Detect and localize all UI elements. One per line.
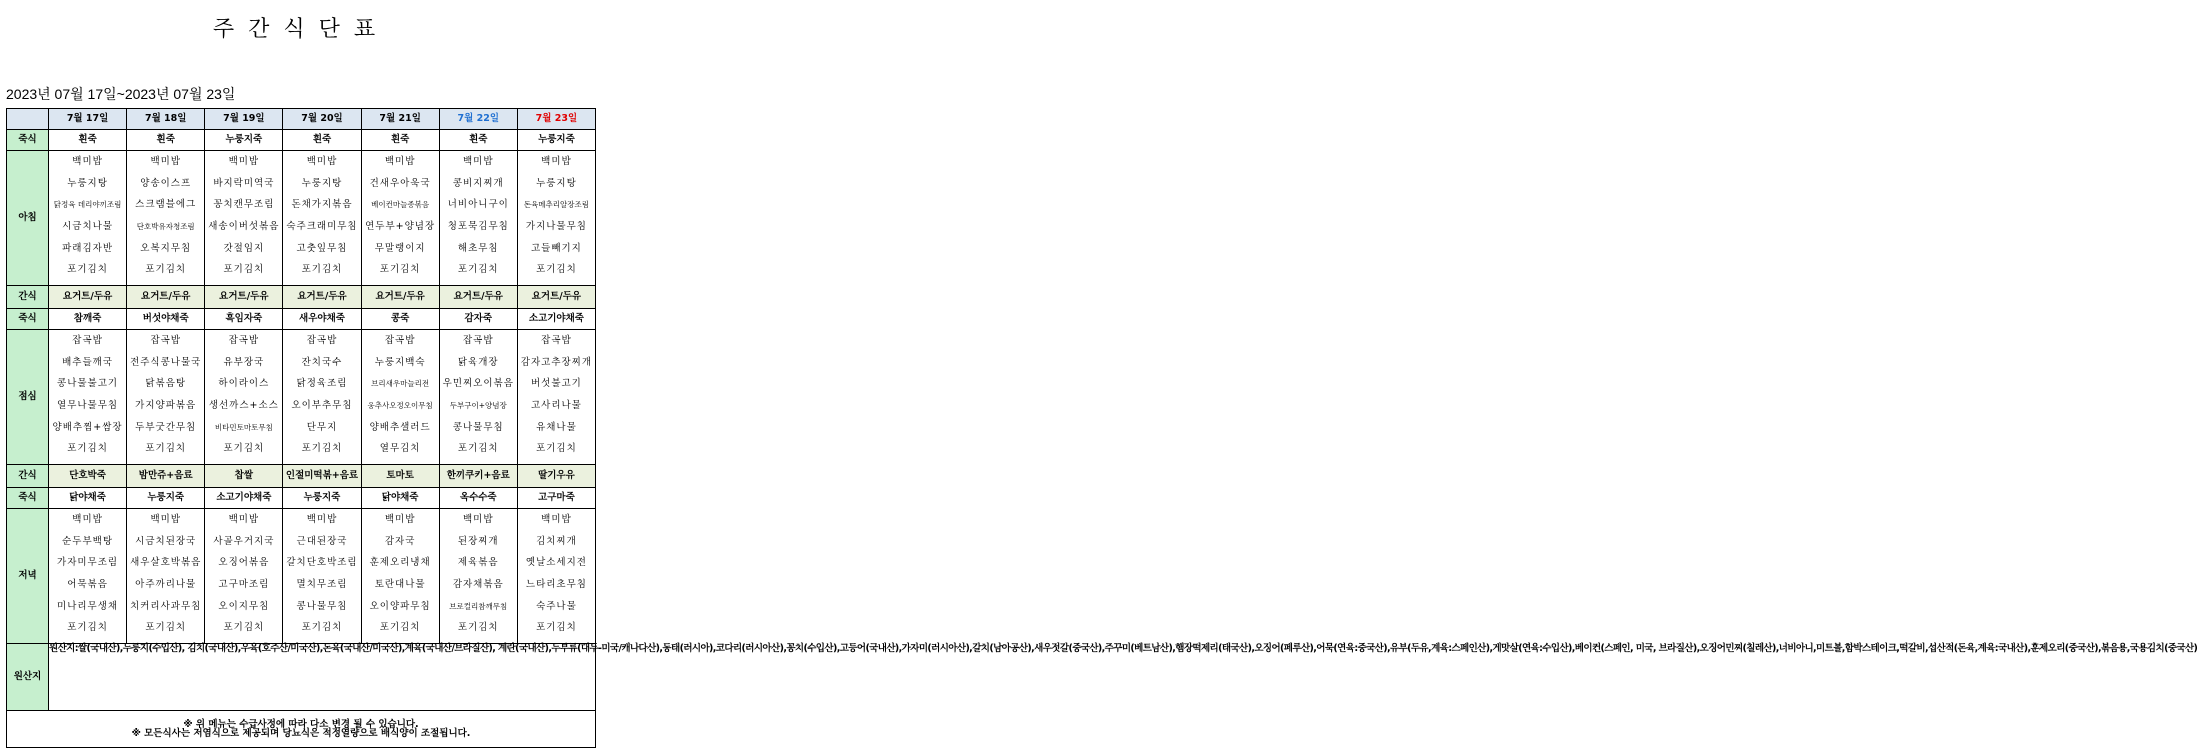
menu-item: 포기김치 — [457, 443, 499, 455]
menu-item: 포기김치 — [145, 443, 187, 455]
menu-item: 가지나물무침 — [525, 221, 587, 233]
juk-cell: 흰죽 — [127, 130, 205, 151]
menu-item: 너비아니구이 — [447, 199, 509, 211]
menu-item: 시금치나물 — [62, 221, 114, 233]
menu-item: 브리새우마늘리전 — [371, 379, 430, 389]
day-header-row — [7, 109, 596, 130]
menu-item: 닭볶음탕 — [145, 378, 187, 390]
menu-item: 오징어볶음 — [218, 557, 270, 569]
breakfast-cell — [205, 151, 283, 286]
menu-item: 두부굿간무침 — [135, 421, 197, 433]
row-label: 죽식 — [7, 130, 49, 151]
menu-item: 백미밥 — [72, 514, 103, 525]
menu-item: 새송이버섯볶음 — [208, 221, 280, 233]
menu-item: 브로컬리참깨무침 — [449, 601, 508, 611]
page-title: 주간식단표 — [212, 17, 390, 42]
day-header-sunday: 7월 23일 — [517, 109, 595, 130]
row-label: 죽식 — [7, 488, 49, 509]
menu-item: 돈육메추리알장조림 — [523, 200, 590, 210]
menu-item: 양배추찜+쌈장 — [52, 421, 123, 433]
menu-item: 순두부백탕 — [62, 535, 114, 547]
row-label: 죽식 — [7, 309, 49, 330]
juk-cell: 닭야채죽 — [49, 488, 127, 509]
menu-item: 포기김치 — [536, 443, 577, 455]
menu-item: 포기김치 — [145, 622, 187, 634]
menu-item: 잡곡밥 — [463, 335, 494, 346]
menu-item: 백미밥 — [228, 156, 260, 167]
menu-item: 전주식콩나물국 — [130, 356, 202, 368]
menu-item: 백미밥 — [541, 156, 572, 167]
menu-item: 유부장국 — [223, 356, 265, 368]
menu-item: 단호박유자청조림 — [136, 222, 195, 232]
menu-item: 포기김치 — [301, 443, 343, 455]
day-header: 7월 18일 — [127, 109, 205, 130]
day-header: 7월 19일 — [205, 109, 283, 130]
juk-cell: 흰죽 — [361, 130, 439, 151]
breakfast-cell — [49, 151, 127, 286]
menu-item: 백미밥 — [306, 156, 338, 167]
menu-item: 숙주크래미무침 — [286, 221, 358, 233]
menu-item: 고사리나물 — [530, 400, 582, 412]
menu-item: 닭육개장 — [457, 356, 499, 368]
menu-item: 잡곡밥 — [541, 335, 572, 346]
lunch-cell — [49, 330, 127, 465]
juk-cell: 소고기야채죽 — [205, 488, 283, 509]
menu-item: 백미밥 — [541, 514, 572, 525]
row-label: 원산지 — [7, 644, 49, 711]
dinner-cell — [49, 509, 127, 644]
juk-cell: 새우야채죽 — [283, 309, 361, 330]
lunch-juk-row — [7, 309, 596, 330]
snack-cell: 토마토 — [361, 465, 439, 488]
lunch-cell — [205, 330, 283, 465]
menu-item: 근대된장국 — [296, 535, 348, 547]
snack-cell: 인절미떡볶+음료 — [283, 465, 361, 488]
menu-item: 갈치단호박조림 — [286, 557, 358, 569]
menu-item: 하이라이스 — [218, 378, 270, 390]
menu-item: 숙주나물 — [536, 600, 577, 612]
breakfast-cell — [517, 151, 595, 286]
row-label: 간식 — [7, 286, 49, 309]
snack-cell: 찹쌀 — [205, 465, 283, 488]
menu-item: 유채나물 — [536, 421, 577, 433]
menu-item: 백미밥 — [72, 156, 103, 167]
menu-item: 우민찌오이볶음 — [442, 378, 514, 390]
menu-item: 닭정육조림 — [296, 378, 348, 390]
menu-item: 잔치국수 — [301, 356, 343, 368]
menu-item: 어묵볶음 — [67, 579, 108, 591]
day-header: 7월 20일 — [283, 109, 361, 130]
menu-item: 시금치된장국 — [135, 535, 197, 547]
snack-cell: 단호박죽 — [49, 465, 127, 488]
menu-item: 백미밥 — [463, 156, 494, 167]
menu-item: 토란대나물 — [374, 579, 426, 591]
menu-item: 김치찌개 — [536, 535, 577, 547]
juk-cell: 콩죽 — [361, 309, 439, 330]
menu-item: 고춧잎무침 — [296, 242, 348, 254]
snack-cell: 한끼쿠키+음료 — [439, 465, 517, 488]
menu-item: 옛날소세지전 — [525, 557, 587, 569]
menu-item: 열무나물무침 — [57, 400, 119, 412]
origin-row — [7, 644, 596, 711]
menu-item: 해초무침 — [457, 242, 499, 254]
snack-cell: 요거트/두유 — [439, 286, 517, 309]
menu-item: 양송이스프 — [140, 177, 192, 189]
snack-cell: 요거트/두유 — [205, 286, 283, 309]
menu-item: 버섯불고기 — [530, 378, 582, 390]
menu-item: 잡곡밥 — [384, 335, 416, 346]
juk-cell: 옥수수죽 — [439, 488, 517, 509]
lunch-cell — [439, 330, 517, 465]
juk-cell: 흰죽 — [439, 130, 517, 151]
juk-cell: 닭야채죽 — [361, 488, 439, 509]
breakfast-juk-row — [7, 130, 596, 151]
menu-item: 가지양파볶음 — [135, 400, 197, 412]
snack-cell: 요거트/두유 — [517, 286, 595, 309]
menu-item: 포기김치 — [536, 622, 577, 634]
menu-item: 단무지 — [306, 421, 338, 433]
menu-item: 백미밥 — [306, 514, 338, 525]
menu-item: 오복지무침 — [140, 242, 192, 254]
juk-cell: 누룽지죽 — [517, 130, 595, 151]
juk-cell: 누룽지죽 — [127, 488, 205, 509]
row-label: 아침 — [7, 151, 49, 286]
menu-item: 백미밥 — [228, 514, 260, 525]
menu-item: 포기김치 — [301, 622, 343, 634]
menu-item: 누룽지백숙 — [374, 356, 426, 368]
menu-item: 바지락미역국 — [213, 177, 275, 189]
menu-item: 잡곡밥 — [306, 335, 338, 346]
notes-row — [7, 711, 596, 748]
dinner-row — [7, 509, 596, 644]
breakfast-cell — [283, 151, 361, 286]
menu-item: 콩나물불고기 — [57, 378, 119, 390]
juk-cell: 누룽지죽 — [283, 488, 361, 509]
menu-item: 콩비지찌개 — [452, 177, 504, 189]
snack-cell: 밤만쥬+음료 — [127, 465, 205, 488]
menu-item: 콩나물무침 — [452, 421, 504, 433]
menu-item: 연두부+양념장 — [365, 221, 436, 233]
menu-item: 포기김치 — [67, 264, 108, 276]
note-line: ※ 위 메뉴는 수급사정에 따라 다소 변경 될 수 있습니다. — [183, 718, 419, 730]
menu-item: 청포묵김무침 — [447, 221, 509, 233]
menu-item: 오이지무침 — [218, 600, 270, 612]
day-header: 7월 21일 — [361, 109, 439, 130]
day-header-saturday: 7월 22일 — [439, 109, 517, 130]
menu-item: 포기김치 — [223, 443, 265, 455]
snack-cell: 요거트/두유 — [49, 286, 127, 309]
menu-item: 백미밥 — [150, 514, 181, 525]
dinner-cell — [127, 509, 205, 644]
menu-item: 감자국 — [384, 535, 416, 547]
menu-item: 돈채가지볶음 — [291, 199, 353, 211]
dinner-cell — [439, 509, 517, 644]
menu-item: 고들빼기지 — [530, 242, 582, 254]
juk-cell: 누룽지죽 — [205, 130, 283, 151]
menu-item: 포기김치 — [223, 622, 265, 634]
dinner-cell — [283, 509, 361, 644]
dinner-cell — [517, 509, 595, 644]
menu-item: 오이양파무침 — [369, 600, 431, 612]
weekly-menu-table — [6, 108, 2197, 748]
menu-item: 새우살호박볶음 — [130, 557, 202, 569]
menu-item: 포기김치 — [457, 264, 499, 276]
menu-item: 감자채볶음 — [452, 579, 504, 591]
breakfast-cell — [361, 151, 439, 286]
menu-item: 웅추사오정오이무침 — [367, 401, 433, 411]
note-line: ※ 모든식사는 저염식으로 제공되며 당뇨식은 적정열량으로 배식양이 조절됩니다. — [131, 728, 471, 739]
juk-cell: 흰죽 — [283, 130, 361, 151]
lunch-cell — [127, 330, 205, 465]
menu-item: 포기김치 — [223, 264, 265, 276]
lunch-cell — [361, 330, 439, 465]
menu-item: 미나리무생채 — [57, 600, 119, 612]
menu-item: 백미밥 — [384, 156, 416, 167]
snack-cell: 요거트/두유 — [283, 286, 361, 309]
snack-cell: 요거트/두유 — [127, 286, 205, 309]
menu-item: 스크램블에그 — [135, 199, 197, 211]
menu-item: 포기김치 — [379, 264, 421, 276]
menu-item: 포기김치 — [536, 264, 577, 276]
menu-item: 가자미무조림 — [57, 557, 119, 569]
menu-item: 포기김치 — [457, 622, 499, 634]
snack-row — [7, 286, 596, 309]
menu-item: 잡곡밥 — [150, 335, 181, 346]
juk-cell: 흰죽 — [49, 130, 127, 151]
menu-item: 배추들깨국 — [62, 356, 114, 368]
lunch-row — [7, 330, 596, 465]
menu-item: 포기김치 — [67, 622, 108, 634]
menu-item: 포기김치 — [67, 443, 108, 455]
menu-item: 백미밥 — [150, 156, 181, 167]
snack-cell: 요거트/두유 — [361, 286, 439, 309]
menu-item: 고구마조림 — [218, 579, 270, 591]
menu-item: 감자고추장찌개 — [520, 356, 593, 368]
juk-cell: 흑임자죽 — [205, 309, 283, 330]
menu-item: 누룽지탕 — [301, 177, 343, 189]
breakfast-cell — [127, 151, 205, 286]
menu-item: 오이부추무침 — [291, 400, 353, 412]
row-label: 저녁 — [7, 509, 49, 644]
menu-item: 닭정육 데리야끼조림 — [53, 200, 122, 210]
menu-item: 제육볶음 — [457, 557, 499, 569]
menu-item: 잡곡밥 — [228, 335, 260, 346]
menu-item: 포기김치 — [145, 264, 187, 276]
menu-item: 비타민토마토무침 — [214, 422, 273, 432]
menu-item: 무말랭이지 — [374, 242, 426, 254]
lunch-cell — [517, 330, 595, 465]
menu-item: 포기김치 — [379, 622, 421, 634]
origin-text: 원산지:쌀(국내산),누룽지(수입산), 김치(국내산),우육(호주산/미국산),돈육(국내산/미국산),계육(국내산/브라질산), 계란(국내산),두부류(대두-미국/캐나다산),동태(러시아),코다리(러시아산),꽁치(수입산),고등어(국내산),가자미(러시아산),갈치(남아공산),새우젓갈(중국산),주꾸미(베트남산),햄장떡제리(태국산),오징어(페루산),어묵(연육:중국산),유부(두유,계육:스페인산),게맛살(연육:수입산),베이컨(스페인, 미국, 브라질산),오징어민찌(칠레산),너비아니,미트볼,함박스테이크,떡갈비,섭산적(돈육,계육:국내산),훈제오리(중국산),볶음용,국용김치(중국산) — [49, 644, 596, 711]
menu-item: 베이컨마늘종볶음 — [371, 200, 430, 210]
lunch-cell — [283, 330, 361, 465]
menu-item: 백미밥 — [463, 514, 494, 525]
menu-item: 포기김치 — [301, 264, 343, 276]
date-range: 2023년 07월 17일~2023년 07월 23일 — [6, 86, 236, 102]
menu-item: 꽁치캔무조림 — [213, 199, 275, 211]
corner-cell — [7, 109, 49, 130]
menu-item: 느타리초무침 — [525, 579, 587, 591]
juk-cell: 참깨죽 — [49, 309, 127, 330]
menu-item: 갓절임지 — [223, 242, 265, 254]
snack-cell: 딸기우유 — [517, 465, 595, 488]
juk-cell: 감자죽 — [439, 309, 517, 330]
menu-item: 열무김치 — [379, 443, 421, 455]
day-header: 7월 17일 — [49, 109, 127, 130]
menu-item: 멸치무조림 — [296, 579, 348, 591]
menu-item: 된장찌개 — [457, 535, 499, 547]
juk-cell: 버섯야채죽 — [127, 309, 205, 330]
notes-cell — [7, 711, 596, 748]
row-label: 간식 — [7, 465, 49, 488]
menu-item: 양배추샐러드 — [369, 421, 431, 433]
menu-item: 백미밥 — [384, 514, 416, 525]
row-label: 점심 — [7, 330, 49, 465]
juk-cell: 고구마죽 — [517, 488, 595, 509]
menu-item: 생선까스+소스 — [208, 400, 279, 412]
menu-item: 두부구이+양념장 — [449, 401, 507, 411]
menu-item: 누룽지탕 — [67, 177, 108, 189]
dinner-cell — [205, 509, 283, 644]
dinner-cell — [361, 509, 439, 644]
menu-item: 치커리사과무침 — [130, 600, 202, 612]
dinner-juk-row — [7, 488, 596, 509]
juk-cell: 소고기야채죽 — [517, 309, 595, 330]
menu-item: 사골우거지국 — [213, 535, 275, 547]
menu-item: 건새우아욱국 — [369, 177, 431, 189]
breakfast-row — [7, 151, 596, 286]
menu-item: 파래김자반 — [62, 242, 114, 254]
breakfast-cell — [439, 151, 517, 286]
snack-row — [7, 465, 596, 488]
menu-item: 콩나물무침 — [296, 600, 348, 612]
menu-item: 잡곡밥 — [72, 335, 103, 346]
menu-item: 누룽지탕 — [536, 177, 577, 189]
menu-item: 훈제오리냉채 — [369, 557, 431, 569]
menu-item: 아주까리나물 — [135, 579, 197, 591]
